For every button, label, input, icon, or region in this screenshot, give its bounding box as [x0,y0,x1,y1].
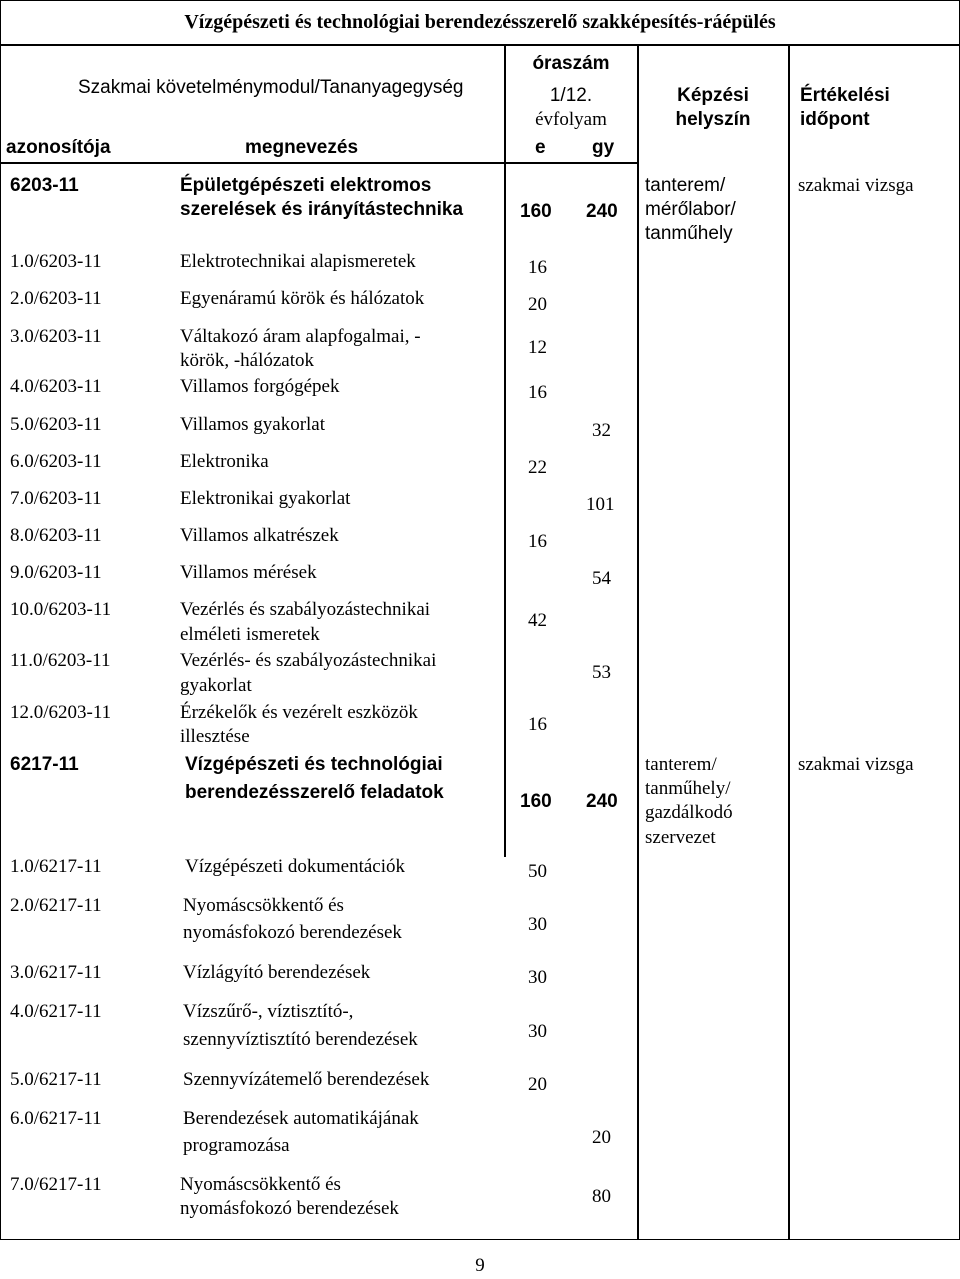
row-name: Egyenáramú körök és hálózatok [180,288,425,309]
row-name-line2: illesztése [180,726,250,747]
row-name-line2: körök, -hálózatok [180,350,315,371]
module1-name-line1: Épületgépészeti elektromos [180,175,432,196]
row-e: 16 [528,714,547,735]
module2-name-line1: Vízgépészeti és technológiai [185,754,443,775]
row-id: 5.0/6203-11 [10,414,102,435]
row-id: 11.0/6203-11 [10,650,111,671]
row-e: 30 [528,914,547,935]
row-name-line2: nyomásfokozó berendezések [180,1198,399,1219]
module2-place-line3: gazdálkodó [645,802,733,823]
row-id: 9.0/6203-11 [10,562,102,583]
row-e: 12 [528,337,547,358]
module2-gy: 240 [586,791,618,812]
header-eval-line1: Értékelési [800,85,890,106]
header-eval-line2: időpont [800,109,870,130]
row-name-line1: Nyomáscsökkentő és [180,1174,341,1195]
row-id: 1.0/6217-11 [10,856,102,877]
row-id: 3.0/6217-11 [10,962,102,983]
row-name: Villamos forgógépek [180,376,340,397]
row-name-line1: Vezérlés- és szabályozástechnikai [180,650,437,671]
row-e: 20 [528,1074,547,1095]
row-e: 22 [528,457,547,478]
row-id: 1.0/6203-11 [10,251,102,272]
row-id: 4.0/6217-11 [10,1001,102,1022]
row-e: 42 [528,610,547,631]
row-e: 50 [528,861,547,882]
row-id: 10.0/6203-11 [10,599,112,620]
module1-gy: 240 [586,201,618,222]
row-e: 16 [528,257,547,278]
row-id: 6.0/6203-11 [10,451,102,472]
row-name: Villamos alkatrészek [180,525,339,546]
module1-place-line1: tanterem/ [645,175,726,196]
row-id: 2.0/6217-11 [10,895,102,916]
row-id: 4.0/6203-11 [10,376,102,397]
module1-eval: szakmai vizsga [798,175,914,196]
row-name-line2: programozása [183,1135,290,1156]
title-divider [0,44,960,46]
row-gy: 32 [592,420,611,441]
row-name-line2: nyomásfokozó berendezések [183,922,402,943]
header-e: e [535,137,546,158]
row-gy: 53 [592,662,611,683]
row-gy: 54 [592,568,611,589]
row-name: Elektronikai gyakorlat [180,488,351,509]
row-name-line2: gyakorlat [180,675,252,696]
row-e: 30 [528,1021,547,1042]
row-name-line1: Érzékelők és vezérelt eszközök [180,702,418,723]
module1-e: 160 [520,201,552,222]
row-name: Szennyvízátemelő berendezések [183,1069,430,1090]
row-name: Villamos gyakorlat [180,414,326,435]
row-e: 20 [528,294,547,315]
row-name-line2: szennyvíztisztító berendezések [183,1029,418,1050]
module2-e: 160 [520,791,552,812]
row-e: 30 [528,967,547,988]
module2-eval: szakmai vizsga [798,754,914,775]
header-place-line1: Képzési [677,85,749,106]
page-title: Vízgépészeti és technológiai berendezésszerelő szakképesítés-ráépülés [184,11,776,33]
module2-place-line1: tanterem/ [645,754,717,775]
header-module: Szakmai követelménymodul/Tananyagegység [78,77,464,98]
eval-column-left-border [788,44,790,1240]
row-name-line1: Berendezések automatikájának [183,1108,419,1129]
header-place-line2: helyszín [675,109,751,130]
row-name-line1: Vezérlés és szabályozástechnikai [180,599,431,620]
row-name: Vízlágyító berendezések [183,962,371,983]
header-grade-line2: évfolyam [535,109,607,130]
header-hours: óraszám [532,53,610,74]
row-name-line1: Nyomáscsökkentő és [183,895,344,916]
row-id: 5.0/6217-11 [10,1069,102,1090]
module1-place-line2: mérőlabor/ [645,199,736,220]
header-divider [0,162,637,164]
module2-place-line4: szervezet [645,827,716,848]
header-grade-line1: 1/12. [549,85,593,106]
row-e: 16 [528,531,547,552]
row-e: 16 [528,382,547,403]
row-name-line1: Vízszűrő-, víztisztító-, [183,1001,354,1022]
module2-place-line2: tanműhely/ [645,778,731,799]
row-gy: 80 [592,1186,611,1207]
row-id: 7.0/6217-11 [10,1174,102,1195]
row-id: 6.0/6217-11 [10,1108,102,1129]
header-id: azonosítója [6,137,111,158]
place-column-left-border [637,44,639,1240]
module1-name-line2: szerelések és irányítástechnika [180,199,464,220]
page-number: 9 [475,1255,485,1276]
row-id: 8.0/6203-11 [10,525,102,546]
row-gy: 20 [592,1127,611,1148]
module2-name-line2: berendezésszerelő feladatok [185,782,444,803]
row-name: Villamos mérések [180,562,317,583]
row-name: Vízgépészeti dokumentációk [185,856,406,877]
row-name-line2: elméleti ismeretek [180,624,320,645]
header-name: megnevezés [245,137,359,158]
module2-id: 6217-11 [10,754,79,775]
row-name: Elektronika [180,451,269,472]
module1-place-line3: tanműhely [645,223,733,244]
header-gy: gy [592,137,615,158]
row-id: 7.0/6203-11 [10,488,102,509]
hours-column-left-border [504,44,506,857]
row-id: 2.0/6203-11 [10,288,102,309]
row-id: 3.0/6203-11 [10,326,102,347]
module1-id: 6203-11 [10,175,79,196]
row-name: Elektrotechnikai alapismeretek [180,251,416,272]
row-gy: 101 [586,494,615,515]
row-name-line1: Váltakozó áram alapfogalmai, - [180,326,421,347]
row-id: 12.0/6203-11 [10,702,112,723]
